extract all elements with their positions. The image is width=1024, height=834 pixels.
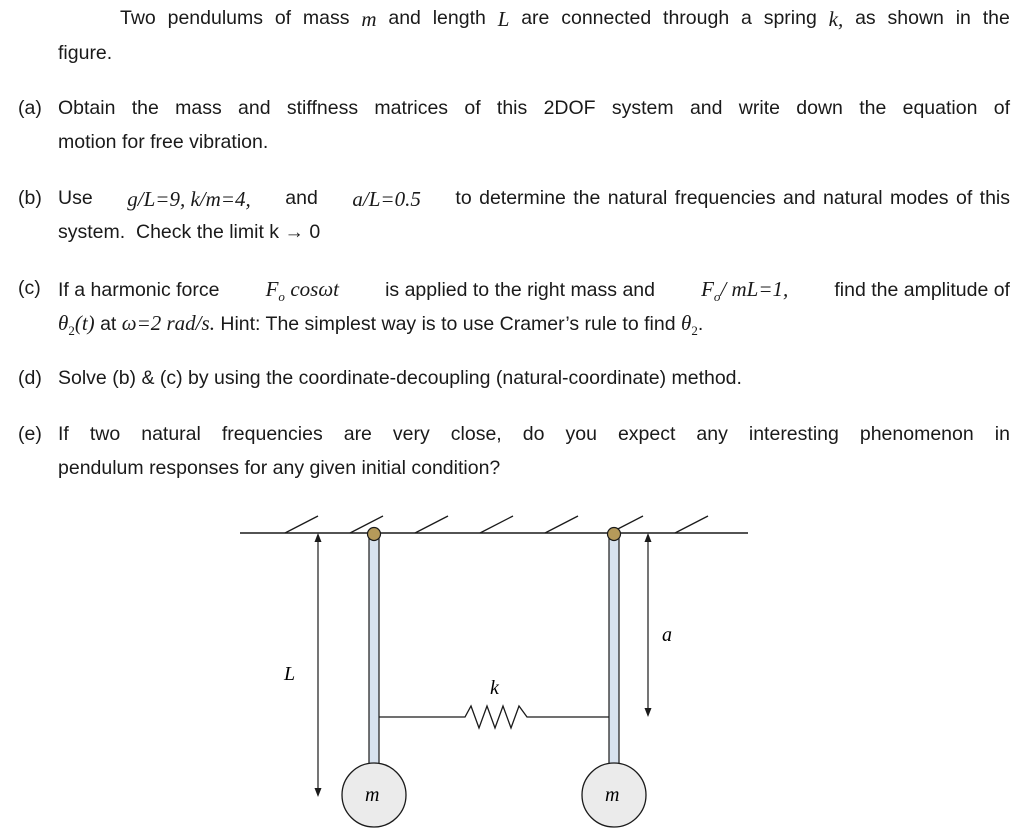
intro-line-2: figure. — [58, 42, 113, 64]
part-b-line-2: system. Check the limit k → 0 — [58, 221, 321, 243]
part-d-label: (d) — [18, 367, 42, 389]
right-mass-label: m — [605, 784, 620, 806]
part-e-line-1: If two natural frequencies are very close, do you expect any interesting phenomenon in — [58, 423, 1010, 445]
part-c-line-1: If a harmonic force $F_o$ cosωt is applied to the right mass and $F_o/$ mL=1, find the amplitude of — [58, 277, 1010, 304]
right-pivot — [608, 528, 621, 541]
ceiling-hatching — [285, 516, 708, 533]
part-a-line-2: motion for free vibration. — [58, 131, 269, 153]
part-a-label: (a) — [18, 97, 42, 119]
label-k: k — [490, 677, 499, 699]
part-c-line-2: $\theta_2(t)$ at ω=2 rad/s. Hint: The simplest way is to use Cramer’s rule to find $\theta_2$. — [58, 311, 704, 338]
label-a: a — [662, 624, 672, 646]
part-c-label: (c) — [18, 277, 41, 299]
part-e-label: (e) — [18, 423, 42, 445]
part-b-label: (b) — [18, 187, 42, 209]
part-a-line-1: Obtain the mass and stiffness matrices of this 2DOF system and write down the equation of — [58, 97, 1010, 119]
length-a-arrow — [645, 533, 652, 717]
spring-k — [379, 706, 609, 728]
right-rod — [609, 537, 619, 765]
label-L: L — [284, 663, 296, 685]
part-d-line-1: Solve (b) & (c) by using the coordinate-decoupling (natural-coordinate) method. — [58, 367, 742, 389]
part-e-line-2: pendulum responses for any given initial condition? — [58, 457, 501, 479]
left-pivot — [368, 528, 381, 541]
part-b-line-1: Use g/L=9, k/m=4, and a/L=0.5 to determine the natural frequencies and natural modes of this — [58, 187, 1010, 211]
length-L-arrow — [315, 533, 322, 797]
left-mass-label: m — [365, 784, 380, 806]
intro-line-1: Two pendulums of mass m and length L are connected through a spring k, as shown in the — [120, 7, 1010, 31]
left-rod — [369, 537, 379, 765]
